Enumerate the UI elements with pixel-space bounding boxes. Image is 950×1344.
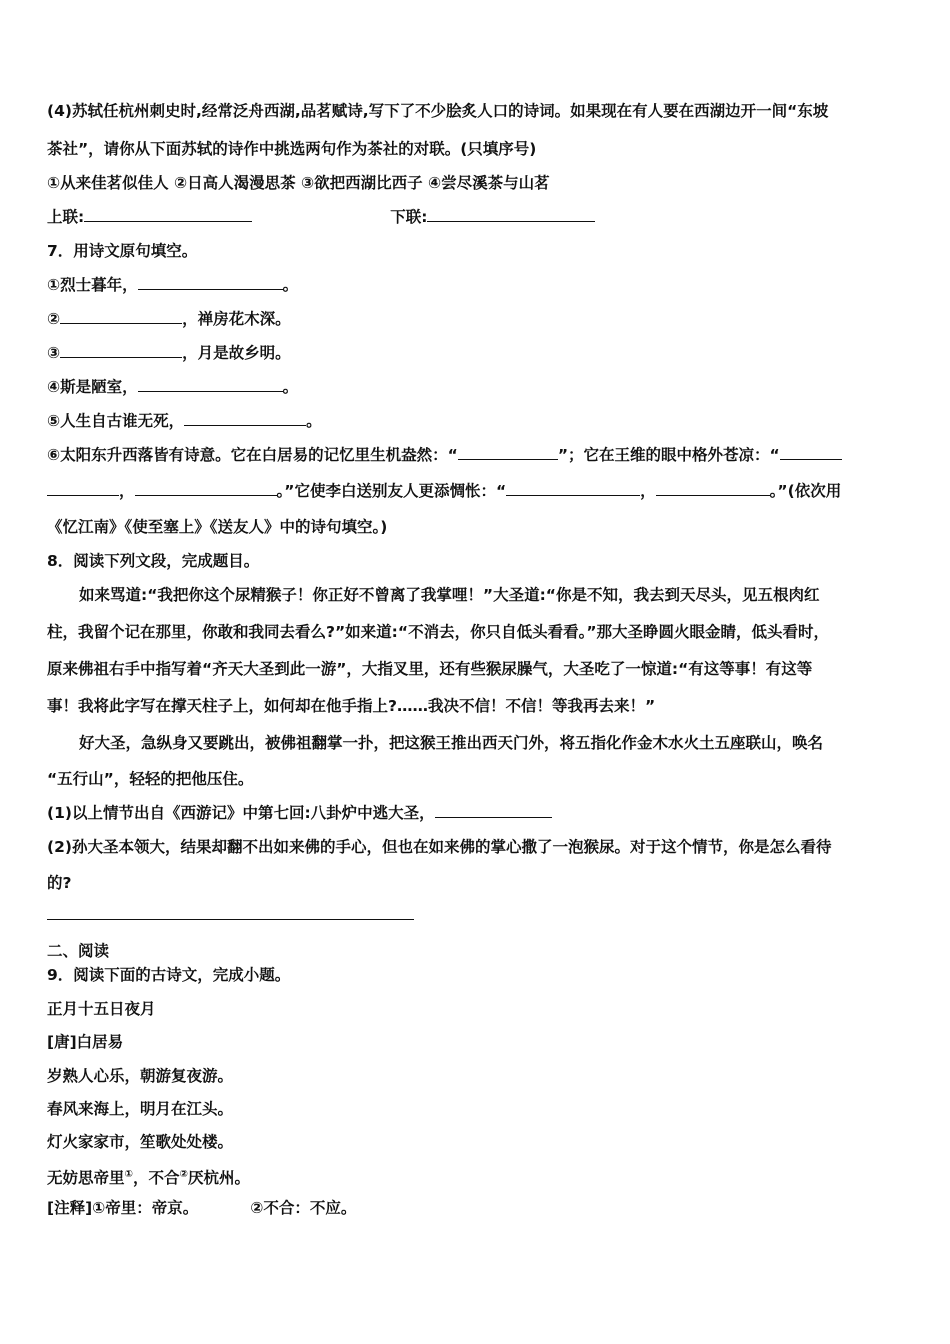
section-2-heading: 二、阅读 <box>47 942 110 960</box>
q8-sub-2-line2: 的? <box>47 874 72 892</box>
q8-sub-1-blank[interactable] <box>435 802 552 818</box>
q7-4-text: ④斯是陋室， <box>47 378 138 396</box>
q6-4-line1: (4)苏轼任杭州刺史时,经常泛舟西湖,品茗赋诗,写下了不少脍炙人口的诗词。如果现在有人要在西湖边开一间“东坡 <box>47 102 829 120</box>
poem-line-1: 岁熟人心乐，朝游复夜游。 <box>47 1067 234 1085</box>
q8-sub-1-text: (1)以上情节出自《西游记》中第七回:八卦炉中逃大圣， <box>47 804 435 822</box>
lower-couplet-blank[interactable] <box>427 206 595 222</box>
q8-passage-p2-line1: 好大圣，急纵身又要跳出，被佛祖翻掌一扑，把这猴王推出西天门外，将五指化作金木水火土五座联山，唤名 <box>79 734 824 752</box>
q7-item-6-line1 <box>47 444 842 466</box>
note-2: ②不合：不应。 <box>250 1199 357 1217</box>
q7-item-3 <box>47 342 291 364</box>
poem-line-4 <box>47 1164 250 1189</box>
q7-4-end: 。 <box>282 378 299 396</box>
poem-line-4-c: 厌杭州。 <box>187 1169 250 1188</box>
q7-title: 7．用诗文原句填空。 <box>47 242 198 260</box>
q7-6-blank-4[interactable] <box>506 480 640 496</box>
q7-6-blank-2a[interactable] <box>780 444 842 460</box>
note-1: [注释]①帝里：帝京。 <box>47 1199 199 1217</box>
poem-title: 正月十五日夜月 <box>47 1000 156 1018</box>
q7-3-text: ③ <box>47 344 61 362</box>
q7-6-blank-2b[interactable] <box>47 480 119 496</box>
poem-notes <box>47 1197 356 1219</box>
footnote-marker-1: ① <box>124 1169 133 1180</box>
q7-5-blank[interactable] <box>184 410 306 426</box>
q6-4-line2: 茶社”，请你从下面苏轼的诗作中挑选两句作为茶社的对联。(只填序号) <box>47 140 537 158</box>
q7-5-end: 。 <box>306 412 322 430</box>
q7-2-end: ，禅房花木深。 <box>182 310 291 328</box>
q7-6-text-f: 。”(依次用 <box>769 482 842 500</box>
poem-line-2: 春风来海上，明月在江头。 <box>47 1100 234 1118</box>
q7-item-5 <box>47 410 322 432</box>
q8-sub-1 <box>47 802 552 824</box>
lower-label: 下联: <box>390 208 428 226</box>
q7-6-text-d: 。”它使李白送别友人更添惆怅：“ <box>276 482 507 500</box>
q7-6-blank-1[interactable] <box>458 444 558 460</box>
poem-line-4-b: ，不合 <box>132 1169 180 1188</box>
q8-passage-p2-line2: “五行山”，轻轻的把他压住。 <box>47 770 254 788</box>
q7-6-text-e: ， <box>640 482 656 500</box>
q8-passage-p1-line4: 事！我将此字写在撑天柱子上，如何却在他手指上?……我决不信！不信！等我再去来！” <box>47 697 656 715</box>
q8-sub-2-line1: (2)孙大圣本领大，结果却翻不出如来佛的手心，但也在如来佛的掌心撒了一泡猴尿。对于这个情节，你是怎么看待 <box>47 838 832 856</box>
q7-1-text: ①烈士暮年， <box>47 276 138 294</box>
q7-item-1 <box>47 274 298 296</box>
q7-6-text-a: ⑥太阳东升西落皆有诗意。它在白居易的记忆里生机盎然：“ <box>47 446 458 464</box>
q8-passage-p1-line2: 柱，我留个记在那里，你敢和我同去看么?”如来道:“不消去，你只自低头看看。”那大圣睁圆火眼金睛，低头看时， <box>47 623 830 641</box>
poem-author: [唐]白居易 <box>47 1033 124 1051</box>
q7-6-blank-5[interactable] <box>656 480 770 496</box>
q7-item-6-line2 <box>47 480 841 502</box>
upper-couplet-blank[interactable] <box>84 206 252 222</box>
q7-2-text: ② <box>47 310 61 328</box>
q6-4-options: ①从来佳茗似佳人 ②日高人渴漫思茶 ③欲把西湖比西子 ④尝尽溪茶与山茗 <box>47 174 550 192</box>
q8-answer-blank[interactable] <box>47 904 414 920</box>
q8-passage-p1-line3: 原来佛祖右手中指写着“齐天大圣到此一游”，大指叉里，还有些猴尿臊气，大圣吃了一惊道:“有这等事！有这等 <box>47 660 813 678</box>
q7-6-text-b: ”；它在王维的眼中格外苍凉：“ <box>557 446 780 464</box>
q7-1-end: 。 <box>282 276 299 294</box>
footnote-marker-2: ② <box>179 1169 188 1180</box>
q6-4-couplet-row <box>47 206 595 228</box>
q8-answer-line[interactable] <box>47 904 414 926</box>
q7-item-6-line3: 《忆江南》《使至塞上》《送友人》中的诗句填空。) <box>47 518 388 536</box>
q8-passage-p1-line1: 如来骂道:“我把你这个尿精猴子！你正好不曾离了我掌哩！”大圣道:“你是不知，我去到天尽头，见五根肉红 <box>79 586 820 604</box>
q7-5-text: ⑤人生自古谁无死， <box>47 412 185 430</box>
q7-4-blank[interactable] <box>138 376 283 392</box>
q7-3-end: ，月是故乡明。 <box>182 344 291 362</box>
poem-line-3: 灯火家家市，笙歌处处楼。 <box>47 1133 234 1151</box>
upper-label: 上联: <box>47 208 85 226</box>
q7-3-blank[interactable] <box>60 342 182 358</box>
poem-line-4-a: 无妨思帝里 <box>47 1169 125 1188</box>
q7-2-blank[interactable] <box>60 308 182 324</box>
q8-title: 8．阅读下列文段，完成题目。 <box>47 552 260 570</box>
q7-1-blank[interactable] <box>138 274 283 290</box>
q7-6-blank-3[interactable] <box>135 480 277 496</box>
q7-item-2 <box>47 308 291 330</box>
q9-title: 9．阅读下面的古诗文，完成小题。 <box>47 966 291 984</box>
q7-item-4 <box>47 376 298 398</box>
q7-6-text-c: ， <box>119 482 135 500</box>
